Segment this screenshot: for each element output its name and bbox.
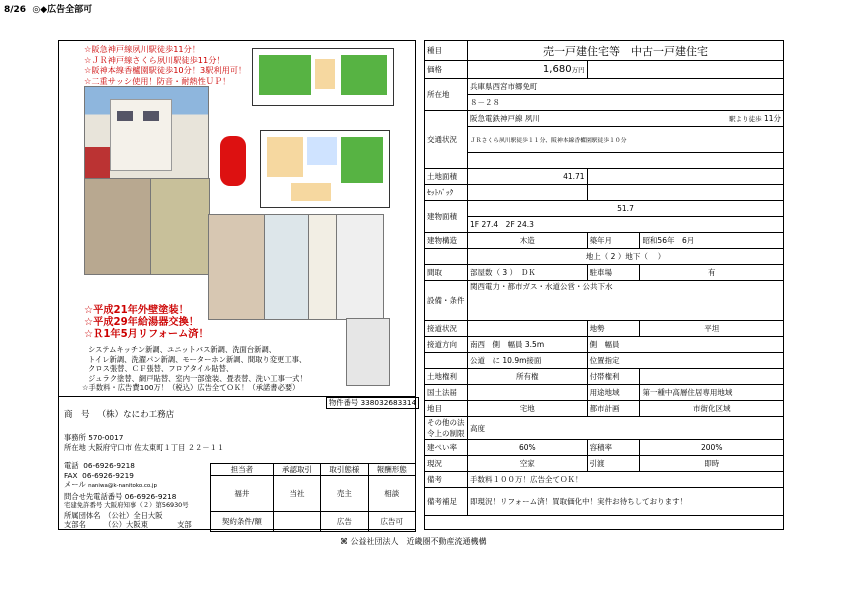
- station: 夙川: [524, 114, 540, 123]
- land-category: 宅地: [468, 401, 588, 417]
- height-restriction: 高度: [468, 417, 784, 440]
- page-number: 8/26: [4, 5, 27, 15]
- price-unit: 万円: [571, 66, 585, 74]
- room-photo: [336, 214, 384, 320]
- property-type: 売一戸建住宅等 中古一戸建住宅: [468, 41, 784, 61]
- staff-cell: 広告: [321, 512, 368, 532]
- layout: 部屋数（ 3 ） ＤＫ: [468, 265, 588, 281]
- road: 南西 側 幅員: [470, 340, 523, 349]
- staff-header: 承認取引: [273, 464, 320, 476]
- tatami-photo: [150, 178, 210, 275]
- floor-area-ratio: 200: [700, 443, 716, 452]
- mail: naniwa@k-nanitoko.co.jp: [88, 483, 157, 489]
- mail-label: メール: [64, 480, 86, 489]
- footer: [340, 536, 487, 547]
- price-label: 価格: [425, 61, 468, 79]
- staff-cell: 契約条件/額: [211, 512, 274, 532]
- property-table: 種目 売一戸建住宅等 中古一戸建住宅 価格 1,680万円 所在地 兵庫県西宮市郷免町 ８－２８ 交通状況 阪急電鉄神戸線 夙川 駅より徒歩 11分 ＪＲさくら夙川駅徒歩１１分、阪神本線香櫨園駅徒歩１０分 土地面積 41.71 ｾｯﾄﾊﾞｯｸ 建物面積 51.7 1F 27.4 2F 24.3 建物構造 木造 築年月 昭和56年 6月 地上（ 2 ）地下（ ） 間取 部屋数（ 3 ） ＤＫ 駐車場 有 設備・条件 関西電力・都市ガス・水道公営・公共下水 接道状況 地勢 平坦 接道方向 南西 側 幅員 3.5m 側 幅員 公道 に 10.9m接面 位置指定 土地権利 所有権 付帯権利 国土法届 用途地域 第一種中高層住居専用地域 地目 宅地 都市計画 市街化区域 その他の法令上の制限 高度 建ぺい率 60% 容積率 200% 現況 空家 引渡 即時 備考 手数料１００万！広告全てＯＫ！ 備考補足 即現況！リフォーム済！買取価化中！実件お待ちしております！: [424, 40, 784, 516]
- doc-number: 物件番号 338032683314: [326, 397, 419, 409]
- address: 大阪府守口市 佐太東町１丁目 ２２－１１: [88, 443, 225, 452]
- fax: 06-6926-9219: [82, 470, 134, 480]
- highlight-bullets: [84, 305, 209, 341]
- frontage-unit: m接面: [519, 356, 542, 365]
- city-plan: 市街化区域: [640, 401, 784, 417]
- status: 空家: [468, 456, 588, 472]
- footer-text: 公益社団法人 近畿圏不動産流通機構: [350, 537, 487, 546]
- exterior-photo: [84, 86, 209, 180]
- fax-label: FAX: [64, 470, 78, 480]
- parking: 有: [640, 265, 784, 281]
- company-name-label: 商 号: [64, 410, 90, 420]
- kitchen-photo: [208, 214, 266, 320]
- building-coverage: 60: [518, 443, 529, 452]
- notes: 即現況！リフォーム済！買取価化中！実件お待ちしております！: [468, 488, 784, 516]
- zoning: 第一種中高層住居専用地域: [640, 385, 784, 401]
- land-rights: 所有権: [468, 369, 588, 385]
- company-name-row: [64, 408, 174, 420]
- company-name: （株）なにわ工務店: [97, 410, 175, 420]
- car-icon: [220, 136, 246, 186]
- ad-flag: ◎◆広告全部可: [32, 5, 93, 15]
- walk-minutes: 11: [763, 114, 774, 123]
- bullet: ☆阪急神戸線夙川駅徒歩11分！: [84, 44, 201, 54]
- staff-value: 売主: [321, 476, 368, 512]
- highlight: ☆Ｒ1年5月リフォーム済！: [84, 329, 209, 340]
- rail-line: 阪急電鉄神戸線: [470, 114, 523, 123]
- bath-photo: [264, 214, 310, 320]
- address-label: 所在地: [64, 443, 86, 452]
- floor-total: 51.7: [468, 201, 784, 217]
- group: 所属団体名 （公社）全日大阪: [64, 510, 163, 520]
- floor-2f: 24.3: [517, 220, 534, 229]
- staff-header: 担当者: [211, 464, 274, 476]
- structure: 木造: [468, 233, 588, 249]
- reform-details: [82, 345, 408, 393]
- floor-plan-2f: [252, 48, 394, 106]
- reform-line: システムキッチン新調、ユニットバス新調、洗面台新調、: [88, 345, 277, 354]
- office-label: 事務所: [64, 433, 86, 442]
- handover: 即時: [640, 456, 784, 472]
- reform-line: クロス張替、ＣＦ張替、フロアタイル貼替、: [88, 364, 234, 373]
- location: 兵庫県西宮市郷免町: [468, 79, 784, 95]
- reform-line: ジュラク塗替、網戸貼替、室内一部塗装、畳表替、洗い工事一式！: [88, 373, 307, 383]
- staff-header: 取引態様: [321, 464, 368, 476]
- staff-value: 福井: [211, 476, 274, 512]
- branch: 支部名 （公）大阪東 支部: [64, 520, 192, 529]
- company-address: [64, 433, 224, 453]
- zip: 570-0017: [88, 433, 124, 442]
- washroom-photo: [308, 214, 338, 320]
- location-label: 所在地: [425, 79, 468, 111]
- bullet: ☆ＪＲ神戸線さくら夙川駅徒歩11分！: [84, 54, 225, 65]
- price: 1,680: [542, 64, 572, 75]
- license: 宅建免許番号 大阪府知事（２）第56930号: [64, 501, 189, 509]
- land-area: 41.71: [468, 169, 588, 185]
- terrain: 平坦: [640, 321, 784, 337]
- staff-cell: 広告可: [368, 512, 415, 532]
- designation: 位置指定: [587, 353, 783, 369]
- staff-header: 報酬形態: [368, 464, 415, 476]
- staff-value: 相談: [368, 476, 415, 512]
- contact-tel: 問合せ先電話番号 06-6926-9218: [64, 491, 177, 501]
- tel-label: 電話: [64, 461, 79, 470]
- lot: ８－２８: [468, 95, 784, 111]
- staff-value: 当社: [273, 476, 320, 512]
- utilities: 関西電力・都市ガス・水道公営・公共下水: [468, 281, 784, 321]
- walk-label: 駅より徒歩: [729, 115, 762, 123]
- page-header: [4, 2, 92, 15]
- walk-unit: 分: [773, 114, 781, 123]
- stairs-photo: [84, 178, 152, 275]
- road2: 側 幅員: [587, 337, 783, 353]
- built-date: 昭和56年 6月: [640, 233, 784, 249]
- floors: 地上（ 2 ）地下（ ）: [468, 249, 784, 265]
- frontage-label: 公道 に: [470, 356, 500, 365]
- road-width: 3.5: [524, 340, 537, 349]
- remarks: 手数料１００万！広告全てＯＫ！: [468, 472, 784, 488]
- frontage: 10.9: [502, 356, 520, 365]
- bullet: ☆阪神本線香櫨園駅徒歩10分！3駅利用可！: [84, 65, 247, 75]
- highlight: ☆平成21年外壁塗装！: [84, 305, 189, 316]
- company-contact: [64, 461, 210, 530]
- highlight: ☆平成29年給湯器交換！: [84, 317, 199, 328]
- feature-bullets: [84, 44, 254, 86]
- staff-cell: [273, 512, 320, 532]
- floor-plan-1f: [260, 130, 390, 208]
- bullet: ☆二重サッシ使用！防音・耐熱性ＵＰ！: [84, 75, 231, 86]
- fee-line: ☆手数料・広告費100万！（税込）広告全てＯＫ！（承諾書必要）: [82, 383, 300, 392]
- floor-1f: 27.4: [481, 220, 499, 229]
- association-logo-icon: ⌘: [340, 537, 348, 546]
- reform-line: トイレ新調、洗濯パン新調、モーターホン新調、間取り変更工事、: [88, 354, 307, 364]
- traffic-other: ＪＲさくら夙川駅徒歩１１分、阪神本線香櫨園駅徒歩１０分: [468, 127, 784, 153]
- staff-table: [210, 463, 416, 532]
- tel: 06-6926-9218: [83, 461, 135, 470]
